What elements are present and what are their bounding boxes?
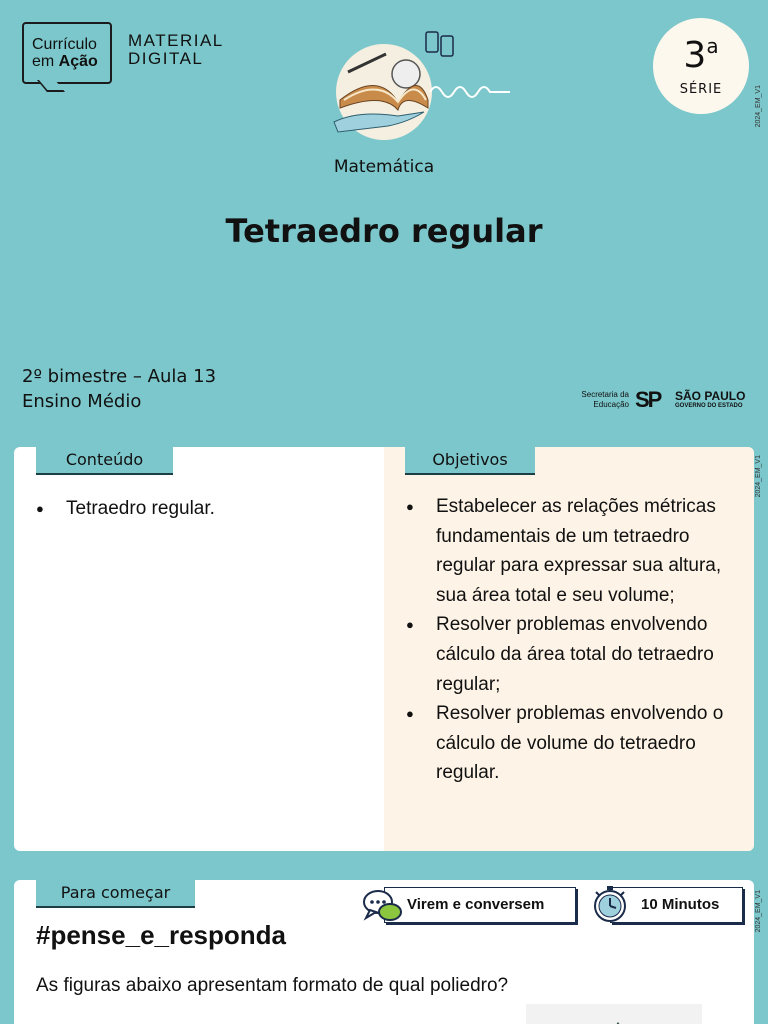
secretaria-line1: Secretaria da [581,390,629,399]
subject-label: Matemática [333,157,435,177]
material-digital-logo [128,32,224,68]
tab-objetivos: Objetivos [405,447,535,475]
list-item: ● Resolver problemas envolvendo o cálculo de volume do tetraedro regular. [406,699,736,788]
list-item: ● Tetraedro regular. [36,494,366,524]
objetivos-list [406,492,736,788]
list-item: ● Resolver problemas envolvendo cálculo da área total do tetraedro regular; [406,610,736,699]
sp-mark: SP [635,387,661,412]
serie-label: SÉRIE [679,82,723,97]
curriculo-logo-line1: Currículo [32,36,97,53]
activity-pill [384,887,576,923]
page-title: Tetraedro regular [225,212,543,250]
serie-number-ordinal: a [706,34,719,58]
para-comecar-card [14,880,754,1024]
figure-image-placeholder [526,1004,702,1024]
secretaria-line2: Educação [593,400,629,409]
tab-para-comecar: Para começar [36,880,195,908]
tetrahedron-figure [526,1004,702,1024]
list-item: ● Estabelecer as relações métricas fundamentais de um tetraedro regular para expressar sua altura, sua área total e seu volume; [406,492,736,610]
sao-paulo-text: SÃO PAULO [675,389,746,403]
alarm-clock-icon [588,882,632,926]
serie-number-value: 3 [683,35,707,76]
lesson-info [22,364,216,414]
curriculo-logo-em: em [32,53,59,70]
curriculo-logo-acao: Ação [58,53,98,70]
activity-label: Virem e conversem [407,896,545,913]
version-tag-2: 2024_EM_V1 [755,455,762,498]
question-text: As figuras abaixo apresentam formato de qual poliedro? [36,975,509,996]
content-objectives-card [14,447,754,851]
version-tag: 2024_EM_V1 [755,85,762,128]
governo-text: GOVERNO DO ESTADO [675,403,743,409]
curriculo-logo-line2 [32,53,110,70]
tab-conteudo: Conteúdo [36,447,173,475]
serie-badge [653,18,749,114]
conteudo-list [36,494,366,524]
chat-bubbles-icon [362,888,404,924]
version-tag-3: 2024_EM_V1 [755,890,762,933]
speech-bubble-tail [37,80,65,92]
material-logo-line2: DIGITAL [128,49,204,68]
bimestre-label: 2º bimestre – Aula 13 [22,366,217,387]
serie-number [653,26,749,76]
hashtag-heading: #pense_e_responda [36,920,287,950]
curriculo-em-acao-logo [22,22,112,84]
level-label: Ensino Médio [22,391,142,412]
material-logo-line1: MATERIAL [128,31,224,50]
time-label: 10 Minutos [641,896,720,913]
book-hand-illustration [328,30,518,140]
secretaria-text [573,390,629,410]
